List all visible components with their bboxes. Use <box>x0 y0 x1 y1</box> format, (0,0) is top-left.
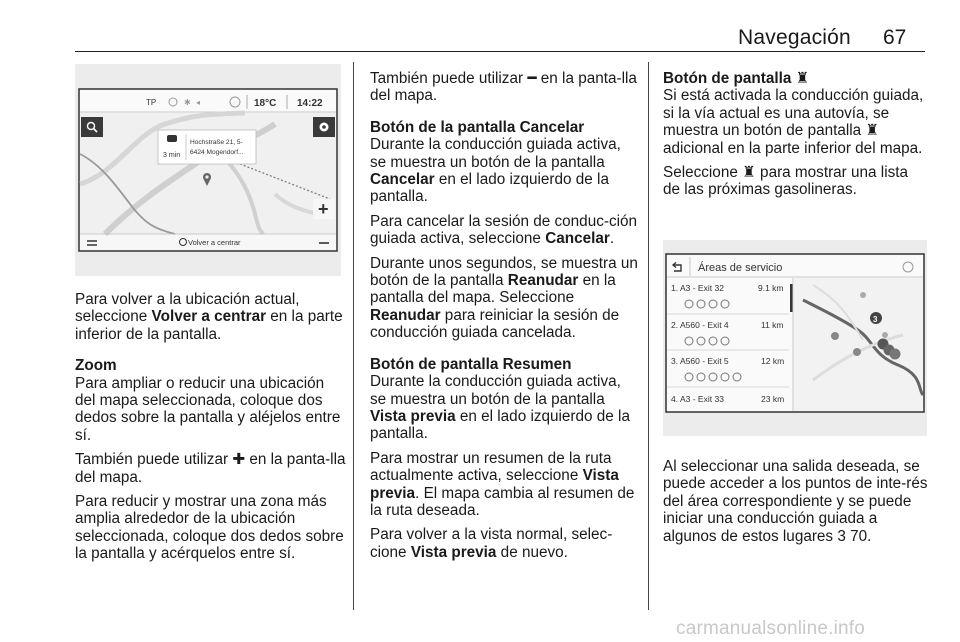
column-rule-1 <box>353 62 354 610</box>
fuel-station-icon: ♜ <box>865 122 880 140</box>
zoom-paragraph-2: También puede utilizar ✚ en la panta-lla del mapa. <box>75 451 346 486</box>
fuel-station-icon: ♜ <box>742 164 756 182</box>
cancel-paragraph-1: Durante la conducción guiada activa, se muestra un botón de la pantalla Cancelar en el lado izquierdo de la pantalla. <box>370 136 621 206</box>
service-areas-figure <box>663 240 927 436</box>
address-line-1: Hochstraße 21, 5- <box>190 139 243 146</box>
summary-heading: Botón de pantalla Resumen <box>370 355 572 373</box>
bluetooth-icon: ✱ <box>184 98 191 107</box>
summary-paragraph-1: Durante la conducción guiada activa, se muestra un botón de la pantalla Vista previa en el lado izquierdo de la pantalla. <box>370 373 630 443</box>
fuel-station-icon: ♜ <box>795 70 810 87</box>
minus-icon: ━ <box>527 70 537 87</box>
route-time: 3 min <box>163 152 181 159</box>
fuel-paragraph-2: Seleccione ♜ para mostrar una lista de las próximas gasolineras. <box>663 164 908 199</box>
column-3-text-bottom <box>663 458 929 552</box>
page-reference-icon: 3 <box>837 527 846 545</box>
column-rule-2 <box>648 62 649 610</box>
column-3-text-top <box>663 70 927 206</box>
map-screen-figure <box>75 64 341 276</box>
list-item-name: 3. A560 - Exit 5 <box>671 356 729 366</box>
clock-time: 14:22 <box>297 98 323 109</box>
fuel-paragraph-1: Si está activada la conducción guiada, si la vía actual es una autovía, se muestra un botón de pantalla ♜ adicional en la parte inferior del mapa. <box>663 87 924 157</box>
list-item-distance: 23 km <box>761 394 785 404</box>
temperature: 18°C <box>254 98 277 109</box>
page-number: 67 <box>883 26 907 49</box>
summary-paragraph-3: Para volver a la vista normal, selec-cione Vista previa de nuevo. <box>370 526 613 561</box>
address-line-2: 6424 Mogendorf... <box>190 149 244 156</box>
service-area-marker-label: 3 <box>873 315 878 324</box>
menu-button[interactable] <box>81 236 103 250</box>
list-item-distance: 11 km <box>761 320 784 330</box>
list-item-distance: 9.1 km <box>758 283 784 293</box>
header-rule <box>75 51 925 52</box>
zoom-heading: Zoom <box>75 357 117 375</box>
page-section-title: Navegación <box>738 26 851 49</box>
route-map[interactable] <box>794 278 923 411</box>
cancel-paragraph-3: Durante unos segundos, se muestra un botón de la pantalla Reanudar en la pantalla del mapa. Seleccione Reanudar para reiniciar la sesión de conducción guiada cancelada. <box>370 254 638 342</box>
recenter-button[interactable] <box>180 238 242 247</box>
route-info-card[interactable] <box>158 130 256 164</box>
cancel-heading: Botón de la pantalla Cancelar <box>370 118 585 136</box>
zoom-paragraph-1: Para ampliar o reducir una ubicación del mapa seleccionada, coloque dos dedos sobre la pantalla y aléjelos entre sí. <box>75 374 341 444</box>
volume-icon: ◂ <box>196 98 201 107</box>
car-icon <box>167 135 177 142</box>
screen-title: Áreas de servicio <box>698 262 783 274</box>
fuel-heading: Botón de pantalla ♜ <box>663 70 810 87</box>
status-tp: TP <box>146 98 157 107</box>
plus-icon: + <box>318 199 329 219</box>
exit-selection-paragraph: Al seleccionar una salida deseada, se puede acceder a los puntos de inte-rés del área correspondiente y se puede iniciar una conducción guiada a algunos de estos lugares 3 70. <box>663 458 928 545</box>
column-1-text <box>75 291 347 570</box>
list-item-name: 1. A3 - Exit 32 <box>671 283 724 293</box>
zoom-in-button[interactable] <box>313 199 335 219</box>
zoom-paragraph-3: Para reducir y mostrar una zona más amplia alrededor de la ubicación seleccionada, coloque dos dedos sobre la pantalla y acérquelos entre sí. <box>75 493 344 563</box>
recenter-label: Volver a centrar <box>188 238 241 247</box>
footer-watermark: carmanualsonline.info <box>676 618 866 639</box>
recenter-paragraph: Para volver a la ubicación actual, seleccione Volver a centrar en la parte inferior de la pantalla. <box>75 291 343 343</box>
list-item-name: 4. A3 - Exit 33 <box>671 394 724 404</box>
zoom-out-button[interactable] <box>313 236 335 250</box>
cancel-paragraph-2: Para cancelar la sesión de conduc-ción guiada activa, seleccione Cancelar. <box>370 212 638 248</box>
column-2-text <box>370 70 638 568</box>
summary-paragraph-2: Para mostrar un resumen de la ruta actualmente activa, seleccione Vista previa. El mapa cambia al resumen de la ruta deseada. <box>370 449 635 519</box>
list-scrollbar[interactable] <box>790 284 793 312</box>
plus-icon: ✚ <box>232 451 246 469</box>
zoom-out-paragraph: También puede utilizar ━ en la panta-lla del mapa. <box>370 70 637 105</box>
list-item-name: 2. A560 - Exit 4 <box>671 320 729 330</box>
list-item-distance: 12 km <box>761 356 785 366</box>
search-button[interactable] <box>81 117 103 137</box>
